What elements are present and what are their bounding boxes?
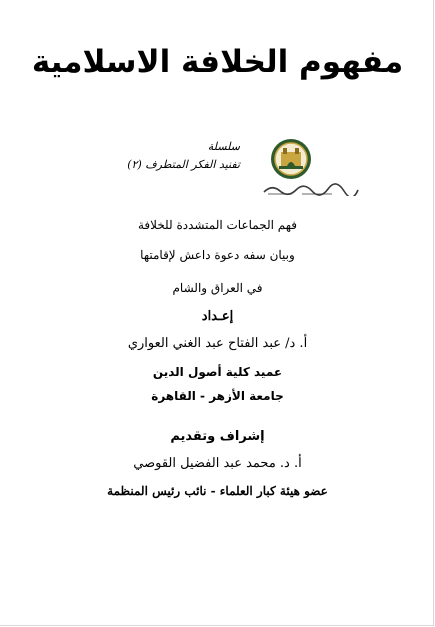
supervisor-title: عضو هيئة كبار العلماء - نائب رئيس المنظمة [107, 484, 328, 498]
author-title: عميد كلية أصول الدين [152, 365, 283, 379]
logo-caption-graphic [262, 182, 360, 196]
supervision-label: إشراف وتقديم [170, 429, 265, 444]
description-line-3: في العراق والشام [172, 281, 263, 295]
university-name: جامعة الأزهر - القاهرة [151, 389, 284, 403]
series-name: تفنيد الفكر المتطرف (٢) [127, 158, 240, 171]
book-title: مفهوم الخلافة الاسلامية [31, 44, 404, 80]
series-label: سلسلة [207, 140, 240, 153]
organization-logo [262, 138, 432, 198]
prepared-by-label: إعـداد [201, 309, 234, 324]
supervisor-name: أ. د. محمد عبد الفضيل القوصي [133, 456, 302, 471]
azhar-organization-seal-icon [270, 138, 312, 180]
description-line-2: وبيان سفه دعوة داعش لإقامتها [140, 248, 295, 262]
description-line-1: فهم الجماعات المتشددة للخلافة [137, 218, 298, 232]
author-name: أ. د/ عبد الفتاح عبد الغني العواري [127, 336, 308, 351]
